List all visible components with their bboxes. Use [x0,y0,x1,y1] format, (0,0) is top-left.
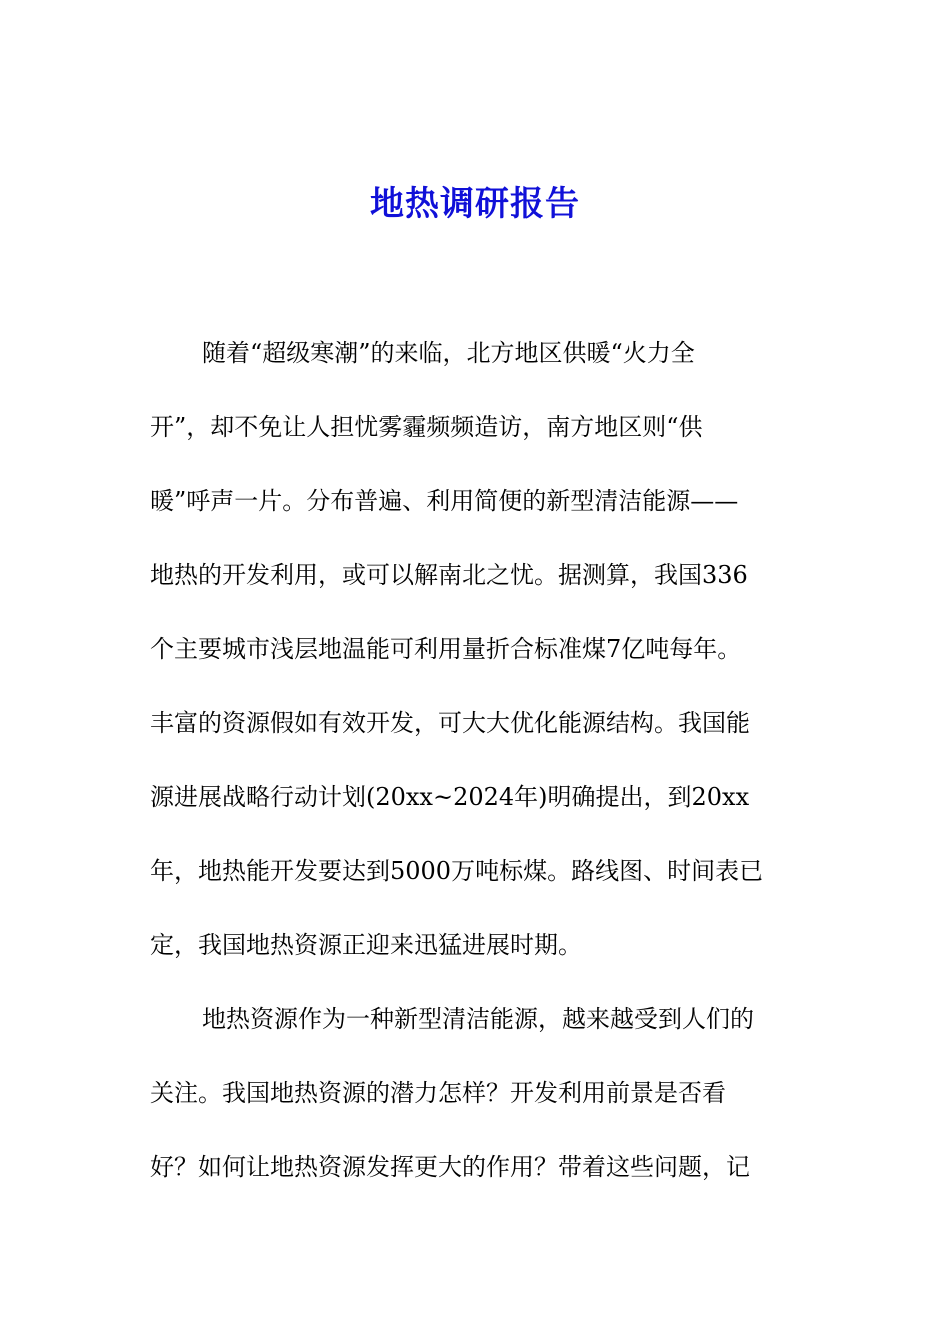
paragraph-1-line-1: 随着“超级寒潮”的来临，北方地区供暖“火力全 [202,339,695,367]
paragraph-1-line-6: 丰富的资源假如有效开发，可大大优化能源结构。我国能 [150,709,750,737]
paragraph-2-line-3: 好？如何让地热资源发挥更大的作用？带着这些问题，记 [150,1153,750,1181]
paragraph-1-line-3: 暖”呼声一片。分布普遍、利用简便的新型清洁能源—— [150,487,739,515]
paragraph-1-line-4: 地热的开发利用，或可以解南北之忧。据测算，我国336 [150,561,748,589]
paragraph-2-line-2: 关注。我国地热资源的潜力怎样？开发利用前景是否看 [150,1079,726,1107]
paragraph-1-line-2: 开”，却不免让人担忧雾霾频频造访，南方地区则“供 [150,413,703,441]
paragraph-1-line-5: 个主要城市浅层地温能可利用量折合标准煤7亿吨每年。 [150,635,742,663]
paragraph-1-line-7: 源进展战略行动计划(20xx~2024年)明确提出，到20xx [150,783,750,811]
paragraph-1-line-9: 定，我国地热资源正迎来迅猛进展时期。 [150,931,582,959]
paragraph-1-line-8: 年，地热能开发要达到5000万吨标煤。路线图、时间表已 [150,857,764,885]
paragraph-2-line-1: 地热资源作为一种新型清洁能源，越来越受到人们的 [202,1005,754,1033]
document-title: 地热调研报告 [370,184,580,224]
